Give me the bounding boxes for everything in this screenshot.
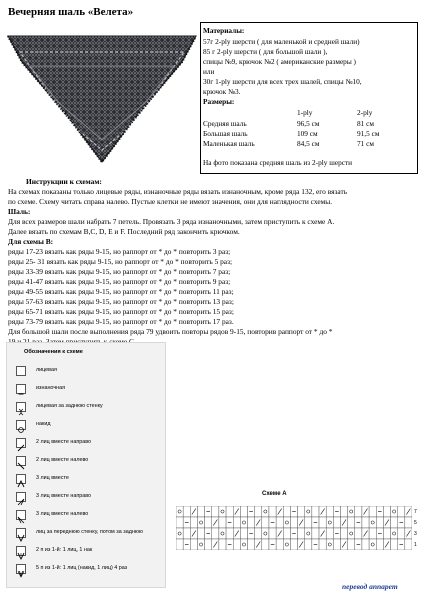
grid-cell xyxy=(212,528,219,539)
instruction-line: Для большой шали после выполнения ряда 79 удвоить повторы рядов 9-15, повторив раппорт от * до * xyxy=(8,327,333,336)
grid-cell xyxy=(326,517,333,528)
grid-cell xyxy=(283,528,290,539)
grid-cell xyxy=(276,517,283,528)
size-name: Средняя шаль xyxy=(203,119,247,128)
grid-cell xyxy=(219,506,226,517)
grid-cell xyxy=(355,506,362,517)
grid-cell xyxy=(219,517,226,528)
grid-cell xyxy=(233,517,240,528)
grid-cell xyxy=(348,506,355,517)
grid-cell xyxy=(398,506,405,517)
grid-cell xyxy=(176,528,183,539)
grid-cell xyxy=(326,528,333,539)
grid-cell xyxy=(348,517,355,528)
grid-cell xyxy=(262,528,269,539)
grid-cell xyxy=(269,506,276,517)
grid-cell xyxy=(197,528,204,539)
grid-cell xyxy=(255,506,262,517)
size-value: 71 см xyxy=(357,139,374,148)
grid-cell xyxy=(362,517,369,528)
grid-cell xyxy=(391,517,398,528)
grid-cell xyxy=(333,517,340,528)
photo-note: На фото показана средняя шаль из 2-ply шерсти xyxy=(203,158,353,167)
grid-cell xyxy=(340,528,347,539)
legend-item xyxy=(16,526,166,544)
grid-cell xyxy=(262,506,269,517)
instruction-line: ряды 33-39 вязать как ряды 9-15, но раппорт от * до * повторить 7 раз; xyxy=(8,267,231,276)
size-name: Маленькая шаль xyxy=(203,139,255,148)
grid-cell xyxy=(255,528,262,539)
instructions-heading: Инструкции к схемам: xyxy=(26,177,102,186)
grid-cell xyxy=(248,517,255,528)
legend-item xyxy=(16,400,166,418)
grid-cell xyxy=(369,517,376,528)
instruction-line: ряды 17-23 вязать как ряды 9-15, но раппорт от * до * повторить 3 раз; xyxy=(8,247,231,256)
grid-cell xyxy=(362,539,369,550)
materials-line: или xyxy=(203,67,215,76)
instruction-line: Для всех размеров шали набрать 7 петель. Провязать 3 ряда изнаночными, затем приступить к схеме А. xyxy=(8,217,335,226)
materials-line: 85 г 2-ply шерсти ( для большой шали ), xyxy=(203,47,328,56)
grid-cell xyxy=(176,539,183,550)
grid-cell xyxy=(283,506,290,517)
grid-cell xyxy=(240,517,247,528)
legend-item xyxy=(16,382,166,400)
size-value: 81 см xyxy=(357,119,374,128)
grid-cell xyxy=(312,506,319,517)
grid-cell xyxy=(305,539,312,550)
materials-heading: Материалы: xyxy=(203,26,245,35)
legend-item xyxy=(16,418,166,436)
grid-cell xyxy=(205,517,212,528)
grid-cell xyxy=(326,539,333,550)
grid-cell xyxy=(369,539,376,550)
grid-cell xyxy=(376,517,383,528)
row-number: 3 xyxy=(414,531,417,537)
grid-cell xyxy=(248,539,255,550)
grid-cell xyxy=(262,517,269,528)
scheme-a-title: Схеме А xyxy=(262,491,287,497)
grid-cell xyxy=(398,528,405,539)
grid-cell xyxy=(226,528,233,539)
grid-cell xyxy=(190,539,197,550)
legend-item xyxy=(16,454,166,472)
legend-label: 3 лиц вместе направо xyxy=(36,493,92,499)
instruction-line: ряды 25- 31 вязать как ряды 9-15, но раппорт от * до * повторить 5 раз; xyxy=(8,257,233,266)
grid-cell xyxy=(326,506,333,517)
grid-cell xyxy=(269,528,276,539)
grid-cell xyxy=(233,539,240,550)
legend-label: накид xyxy=(36,421,51,427)
legend-item xyxy=(16,472,166,490)
legend-title: Обозначения к схеме xyxy=(24,349,83,355)
grid-cell xyxy=(391,528,398,539)
instruction-line: ряды 73-79 вязать как ряды 9-15, но раппорт от * до * повторить 17 раз. xyxy=(8,317,234,326)
grid-cell xyxy=(283,539,290,550)
sizes-heading: Размеры: xyxy=(203,97,235,106)
legend-item xyxy=(16,562,166,580)
size-value: 96,5 см xyxy=(297,119,320,128)
grid-cell xyxy=(312,528,319,539)
grid-cell xyxy=(305,506,312,517)
legend-label: лицевая xyxy=(36,367,57,373)
front-back-symbol-icon xyxy=(16,528,26,538)
grid-cell xyxy=(197,539,204,550)
size-value: 91,5 см xyxy=(357,129,380,138)
size-value: 84,5 см xyxy=(297,139,320,148)
materials-line: спицы №9, крючок №2 ( американские размеры ) xyxy=(203,57,356,66)
grid-cell xyxy=(319,517,326,528)
grid-cell xyxy=(290,539,297,550)
purl-symbol-icon xyxy=(16,384,26,394)
grid-cell xyxy=(340,506,347,517)
grid-cell xyxy=(348,539,355,550)
grid-cell xyxy=(298,506,305,517)
grid-cell xyxy=(205,539,212,550)
instruction-line: ряды 65-71 вязать как ряды 9-15, но раппорт от * до * повторить 15 раз; xyxy=(8,307,234,316)
page-title: Вечерняя шаль «Велета» xyxy=(8,6,134,18)
legend-label: изнаночная xyxy=(36,385,66,391)
legend-label: 2 п из 1-й: 1 лиц, 1 нак xyxy=(36,547,93,553)
grid-cell xyxy=(283,517,290,528)
knit-symbol-icon xyxy=(16,366,26,376)
grid-cell xyxy=(305,517,312,528)
translator-credit: перевод аппарет xyxy=(342,582,398,591)
grid-cell xyxy=(183,528,190,539)
k2tog-left-symbol-icon xyxy=(16,456,26,466)
legend-item xyxy=(16,364,166,382)
grid-cell xyxy=(240,528,247,539)
legend-label: 2 лиц вместе направо xyxy=(36,439,92,445)
grid-cell xyxy=(219,539,226,550)
grid-cell xyxy=(298,528,305,539)
legend-label: 5 п из 1-й: 1 лиц (накид, 1 лиц) 4 раз xyxy=(36,565,128,571)
increase-2-symbol-icon xyxy=(16,546,26,556)
legend-label: лиц за переднюю стенку, потом за заднюю xyxy=(36,529,143,535)
grid-cell xyxy=(197,517,204,528)
grid-cell xyxy=(226,506,233,517)
grid-cell xyxy=(176,506,183,517)
grid-cell xyxy=(212,506,219,517)
grid-cell xyxy=(183,506,190,517)
grid-cell xyxy=(383,506,390,517)
instruction-line: по схеме. Схему читать справа налево. Пустые клетки не имеют значения, они для наглядности схемы. xyxy=(8,197,333,206)
yarn-over-symbol-icon xyxy=(16,420,26,430)
grid-cell xyxy=(348,528,355,539)
grid-cell xyxy=(262,539,269,550)
materials-line: 30г 1-ply шерсти для всех трех шалей, спицы №10, xyxy=(203,77,362,86)
size-col-header: 2-ply xyxy=(357,108,373,117)
materials-line: 57г 2-ply шерсти ( для маленькой и средней шали) xyxy=(203,37,360,46)
legend-item xyxy=(16,436,166,454)
grid-cell xyxy=(369,528,376,539)
grid-cell xyxy=(383,528,390,539)
grid-cell xyxy=(376,539,383,550)
scheme-a-grid xyxy=(176,506,412,550)
k3tog-symbol-icon xyxy=(16,474,26,484)
k3tog-right-symbol-icon xyxy=(16,492,26,502)
grid-cell xyxy=(197,506,204,517)
legend-item xyxy=(16,508,166,526)
grid-cell xyxy=(355,528,362,539)
section-heading: Для схемы В: xyxy=(8,237,54,246)
instruction-line: ряды 57-63 вязать как ряды 9-15, но раппорт от * до * повторить 13 раз; xyxy=(8,297,234,306)
twisted-knit-symbol-icon xyxy=(16,402,26,412)
size-col-header: 1-ply xyxy=(297,108,313,117)
materials-line: крючок №3. xyxy=(203,87,241,96)
grid-cell xyxy=(219,528,226,539)
size-name: Большая шаль xyxy=(203,129,248,138)
grid-cell xyxy=(190,517,197,528)
grid-cell xyxy=(391,506,398,517)
grid-cell xyxy=(240,539,247,550)
shawl-body xyxy=(8,36,196,162)
legend-label: лицевая за заднюю стенку xyxy=(36,403,103,409)
instruction-line: На схемах показаны только лицевые ряды, изнаночные ряды вязать изнаночным, кроме ряда 132, его вязать xyxy=(8,187,348,196)
size-value: 109 см xyxy=(297,129,318,138)
grid-cell xyxy=(176,517,183,528)
grid-cell xyxy=(240,506,247,517)
legend-item xyxy=(16,490,166,508)
legend-label: 3 лиц вместе налево xyxy=(36,511,89,517)
k2tog-right-symbol-icon xyxy=(16,438,26,448)
legend-label: 2 лиц вместе налево xyxy=(36,457,89,463)
grid-cell xyxy=(369,506,376,517)
grid-cell xyxy=(333,539,340,550)
instruction-line: ряды 49-55 вязать как ряды 9-15, но раппорт от * до * повторить 11 раз; xyxy=(8,287,234,296)
grid-cell xyxy=(319,539,326,550)
k3tog-left-symbol-icon xyxy=(16,510,26,520)
legend-item xyxy=(16,544,166,562)
grid-cell xyxy=(305,528,312,539)
grid-cell xyxy=(405,517,412,528)
instruction-line: Далее вязать по схемам B,C, D, E и F. Последний ряд закончить крючком. xyxy=(8,227,240,236)
section-heading: Шаль: xyxy=(8,207,31,216)
shawl-photo xyxy=(6,22,198,174)
row-number: 1 xyxy=(414,542,417,548)
grid-cell xyxy=(290,517,297,528)
row-number: 7 xyxy=(414,509,417,515)
grid-cell xyxy=(405,539,412,550)
grid-cell xyxy=(391,539,398,550)
legend-label: 3 лиц вместе xyxy=(36,475,69,481)
row-number: 5 xyxy=(414,520,417,526)
increase-5-symbol-icon xyxy=(16,564,26,574)
grid-cell xyxy=(276,539,283,550)
instruction-line: ряды 41-47 вязать как ряды 9-15, но раппорт от * до * повторить 9 раз; xyxy=(8,277,231,286)
